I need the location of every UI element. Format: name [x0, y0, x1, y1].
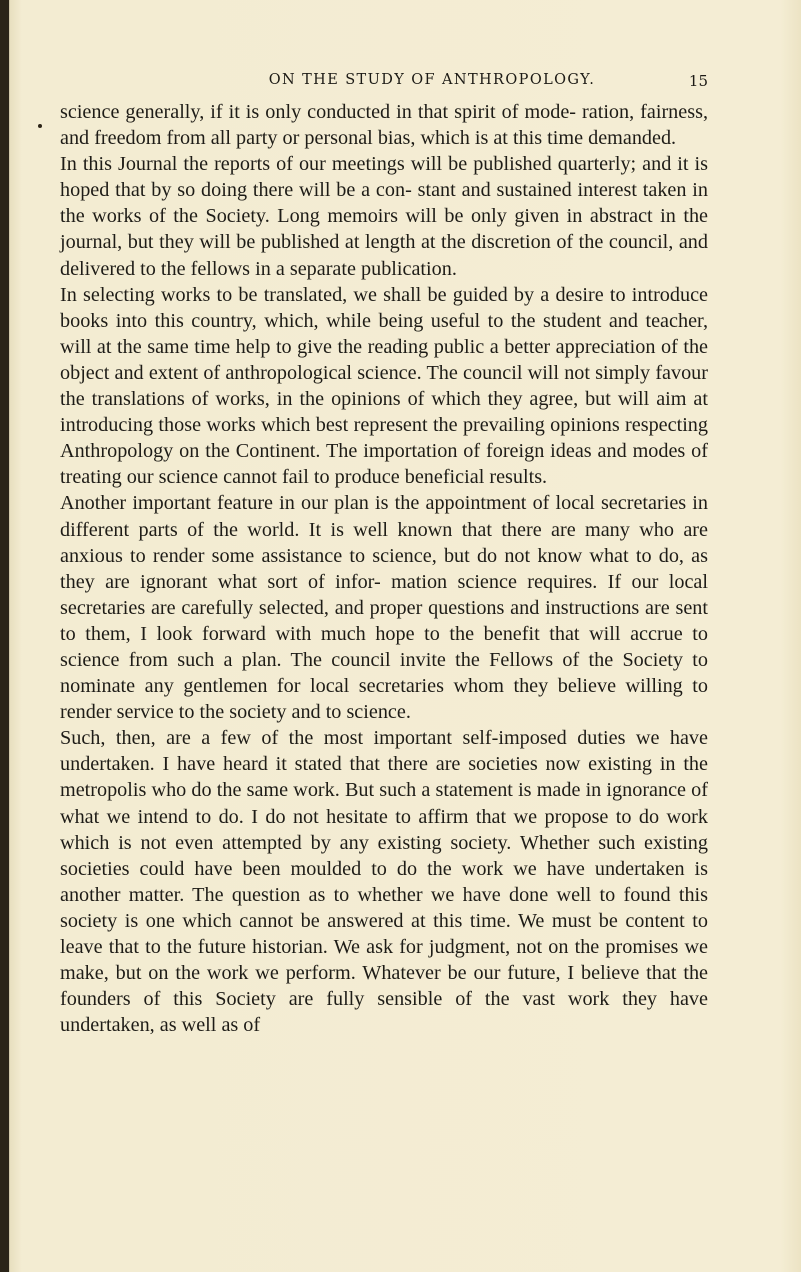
paragraph: science generally, if it is only conducted in that spirit of mode- ration, fairness, and freedom from all party or personal bias, which is at this time demanded. — [60, 101, 708, 150]
margin-mark — [38, 124, 42, 128]
paragraph: In this Journal the reports of our meetings will be published quarterly; and it is hoped that by so doing there will be a con- stant and sustained interest taken in the works of the Society. Long memoirs will be only given in abstract in the journal, but they will be published at length at the discretion of the council, and delivered to the fellows in a separate publication. — [60, 153, 708, 280]
page-binding-edge — [0, 0, 9, 1272]
body-text — [60, 99, 708, 1038]
page-number: 15 — [688, 72, 708, 90]
running-title: ON THE STUDY OF ANTHROPOLOGY. — [268, 72, 596, 88]
paragraph: Such, then, are a few of the most important self-imposed duties we have undertaken. I have heard it stated that there are societies now existing in the metropolis who do the same work. But such a statement is made in ignorance of what we intend to do. I do not hesitate to affirm that we propose to do work which is not even attempted by any existing society. Whether such existing societies could have been moulded to do the work we have undertaken is another matter. The question as to whether we have done well to found this society is one which cannot be answered at this time. We must be content to leave that to the future historian. We ask for judgment, not on the promises we make, but on the work we perform. Whatever be our future, I believe that the founders of this Society are fully sensible of the vast work they have undertaken, as well as of — [60, 727, 708, 1037]
page-header — [0, 72, 801, 96]
paragraph: In selecting works to be translated, we shall be guided by a desire to introduce books into this country, which, while being useful to the student and teacher, will at the same time help to give the reading public a better appreciation of the object and extent of anthropological science. The council will not simply favour the translations of works, in the opinions of which they agree, but will aim at introducing those works which best represent the prevailing opinions respecting Anthropology on the Continent. The importation of foreign ideas and modes of treating our science cannot fail to produce beneficial results. — [60, 283, 708, 489]
paragraph: Another important feature in our plan is the appointment of local secretaries in different parts of the world. It is well known that there are many who are anxious to render some assistance to science, but do not know what to do, as they are ignorant what sort of infor- mation science requires. If our local secretaries are carefully selected, and proper questions and instructions are sent to them, I look forward with much hope to the benefit that will accrue to science from such a plan. The council invite the Fellows of the Society to nominate any gentlemen for local secretaries whom they believe willing to render service to the society and to science. — [60, 492, 708, 724]
